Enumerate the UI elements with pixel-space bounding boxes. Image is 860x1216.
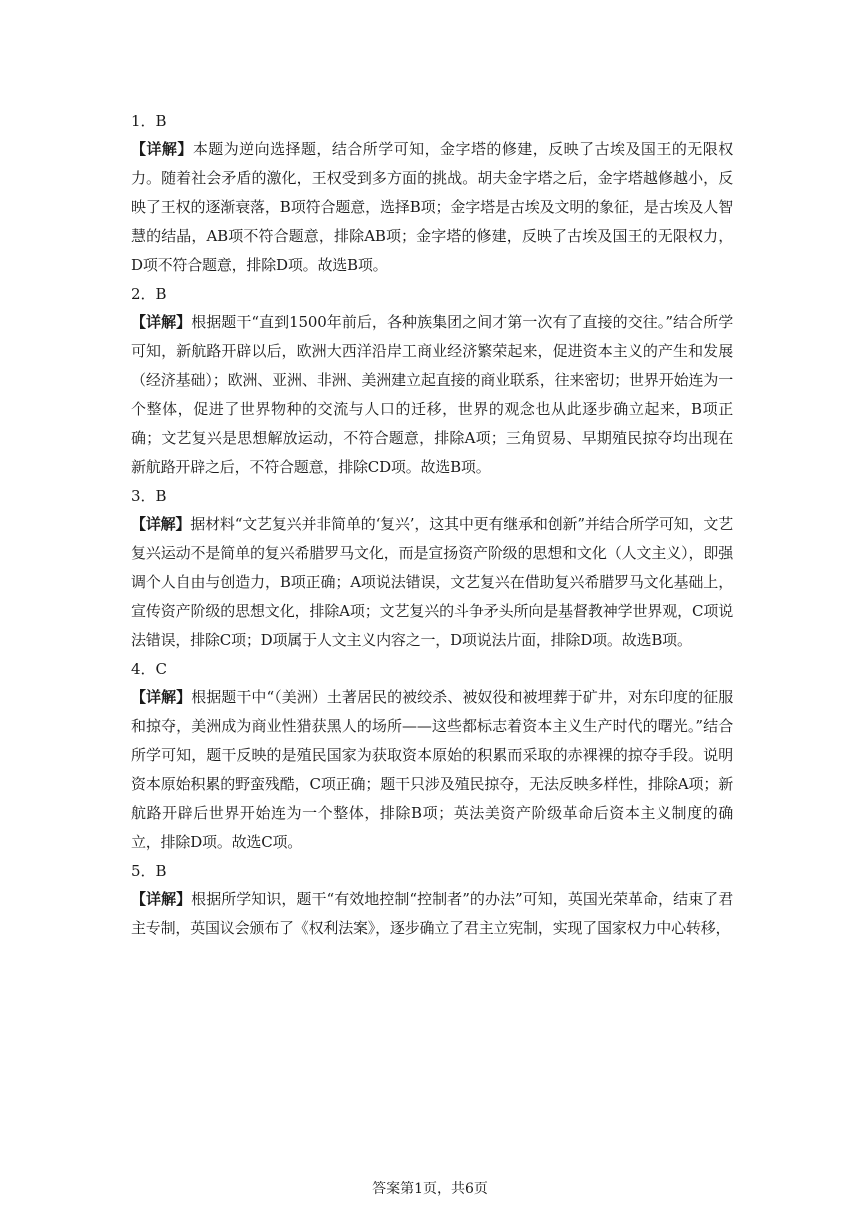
explanation-body: 根据题干中“（美洲）土著居民的被绞杀、被奴役和被埋葬于矿井，对东印度的征服和掠夺，美洲成为商业性猎获黑人的场所——这些都标志着资本主义生产时代的曙光。”结合所学可知，题干反映的是殖民国家为获取资本原始的积累而采取的赤裸裸的掠夺手段。说明资本原始积累的野蛮残酷，C项正确；题干只涉及殖民掠夺，无法反映多样性，排除A项；新航路开辟后世界开始连为一个整体，排除B项；英法美资产阶级革命后资本主义制度的确立，排除D项。故选C项。 [131,688,733,851]
answer-item-5 [131,861,733,943]
explanation-tag: 【详解】 [131,515,191,533]
explanation-text [131,885,733,943]
explanation-tag: 【详解】 [131,140,193,158]
answer-item-3 [131,486,733,655]
answer-item-1 [131,111,733,280]
page-footer: 答案第1页，共6页 [372,1181,488,1197]
explanation-text [131,135,733,280]
answer-number: 1．B [131,112,167,130]
answer-number: 5．B [131,862,167,880]
answer-item-2 [131,284,733,482]
explanation-tag: 【详解】 [131,313,192,331]
explanation-tag: 【详解】 [131,890,192,908]
answer-number: 2．B [131,285,167,303]
explanation-body: 根据所学知识，题干“有效地控制“控制者”的办法”可知，英国光荣革命，结束了君主专制，英国议会颁布了《权利法案》，逐步确立了君主立宪制，实现了国家权力中心转移， [131,890,734,937]
answer-item-4 [131,659,733,857]
explanation-text [131,683,733,857]
explanation-text [131,308,733,482]
explanation-text [131,510,733,655]
answer-number: 4．C [131,660,168,678]
explanation-tag: 【详解】 [131,688,192,706]
explanation-body: 据材料“文艺复兴并非简单的‘复兴’，这其中更有继承和创新”并结合所学可知，文艺复兴运动不是简单的复兴希腊罗马文化，而是宣扬资产阶级的思想和文化（人文主义），即强调个人自由与创造力，B项正确；A项说法错误，文艺复兴在借助复兴希腊罗马文化基础上，宣传资产阶级的思想文化，排除A项；文艺复兴的斗争矛头所向是基督教神学世界观，C项说法错误，排除C项；D项属于人文主义内容之一，D项说法片面，排除D项。故选B项。 [131,515,734,649]
answer-content [131,107,733,945]
explanation-body: 根据题干“直到1500年前后，各种族集团之间才第一次有了直接的交往。”结合所学可知，新航路开辟以后，欧洲大西洋沿岸工商业经济繁荣起来，促进资本主义的产生和发展（经济基础）；欧洲、亚洲、非洲、美洲建立起直接的商业联系，往来密切；世界开始连为一个整体，促进了世界物种的交流与人口的迁移，世界的观念也从此逐步确立起来，B项正确；文艺复兴是思想解放运动，不符合题意，排除A项；三角贸易、早期殖民掠夺均出现在新航路开辟之后，不符合题意，排除CD项。故选B项。 [131,313,733,476]
explanation-body: 本题为逆向选择题，结合所学可知，金字塔的修建，反映了古埃及国王的无限权力。随着社会矛盾的激化，王权受到多方面的挑战。胡夫金字塔之后，金字塔越修越小，反映了王权的逐渐衰落，B项符合题意，选择B项；金字塔是古埃及文明的象征，是古埃及人智慧的结晶，AB项不符合题意，排除AB项；金字塔的修建，反映了古埃及国王的无限权力，D项不符合题意，排除D项。故选B项。 [131,140,733,274]
answer-number: 3．B [131,487,167,505]
